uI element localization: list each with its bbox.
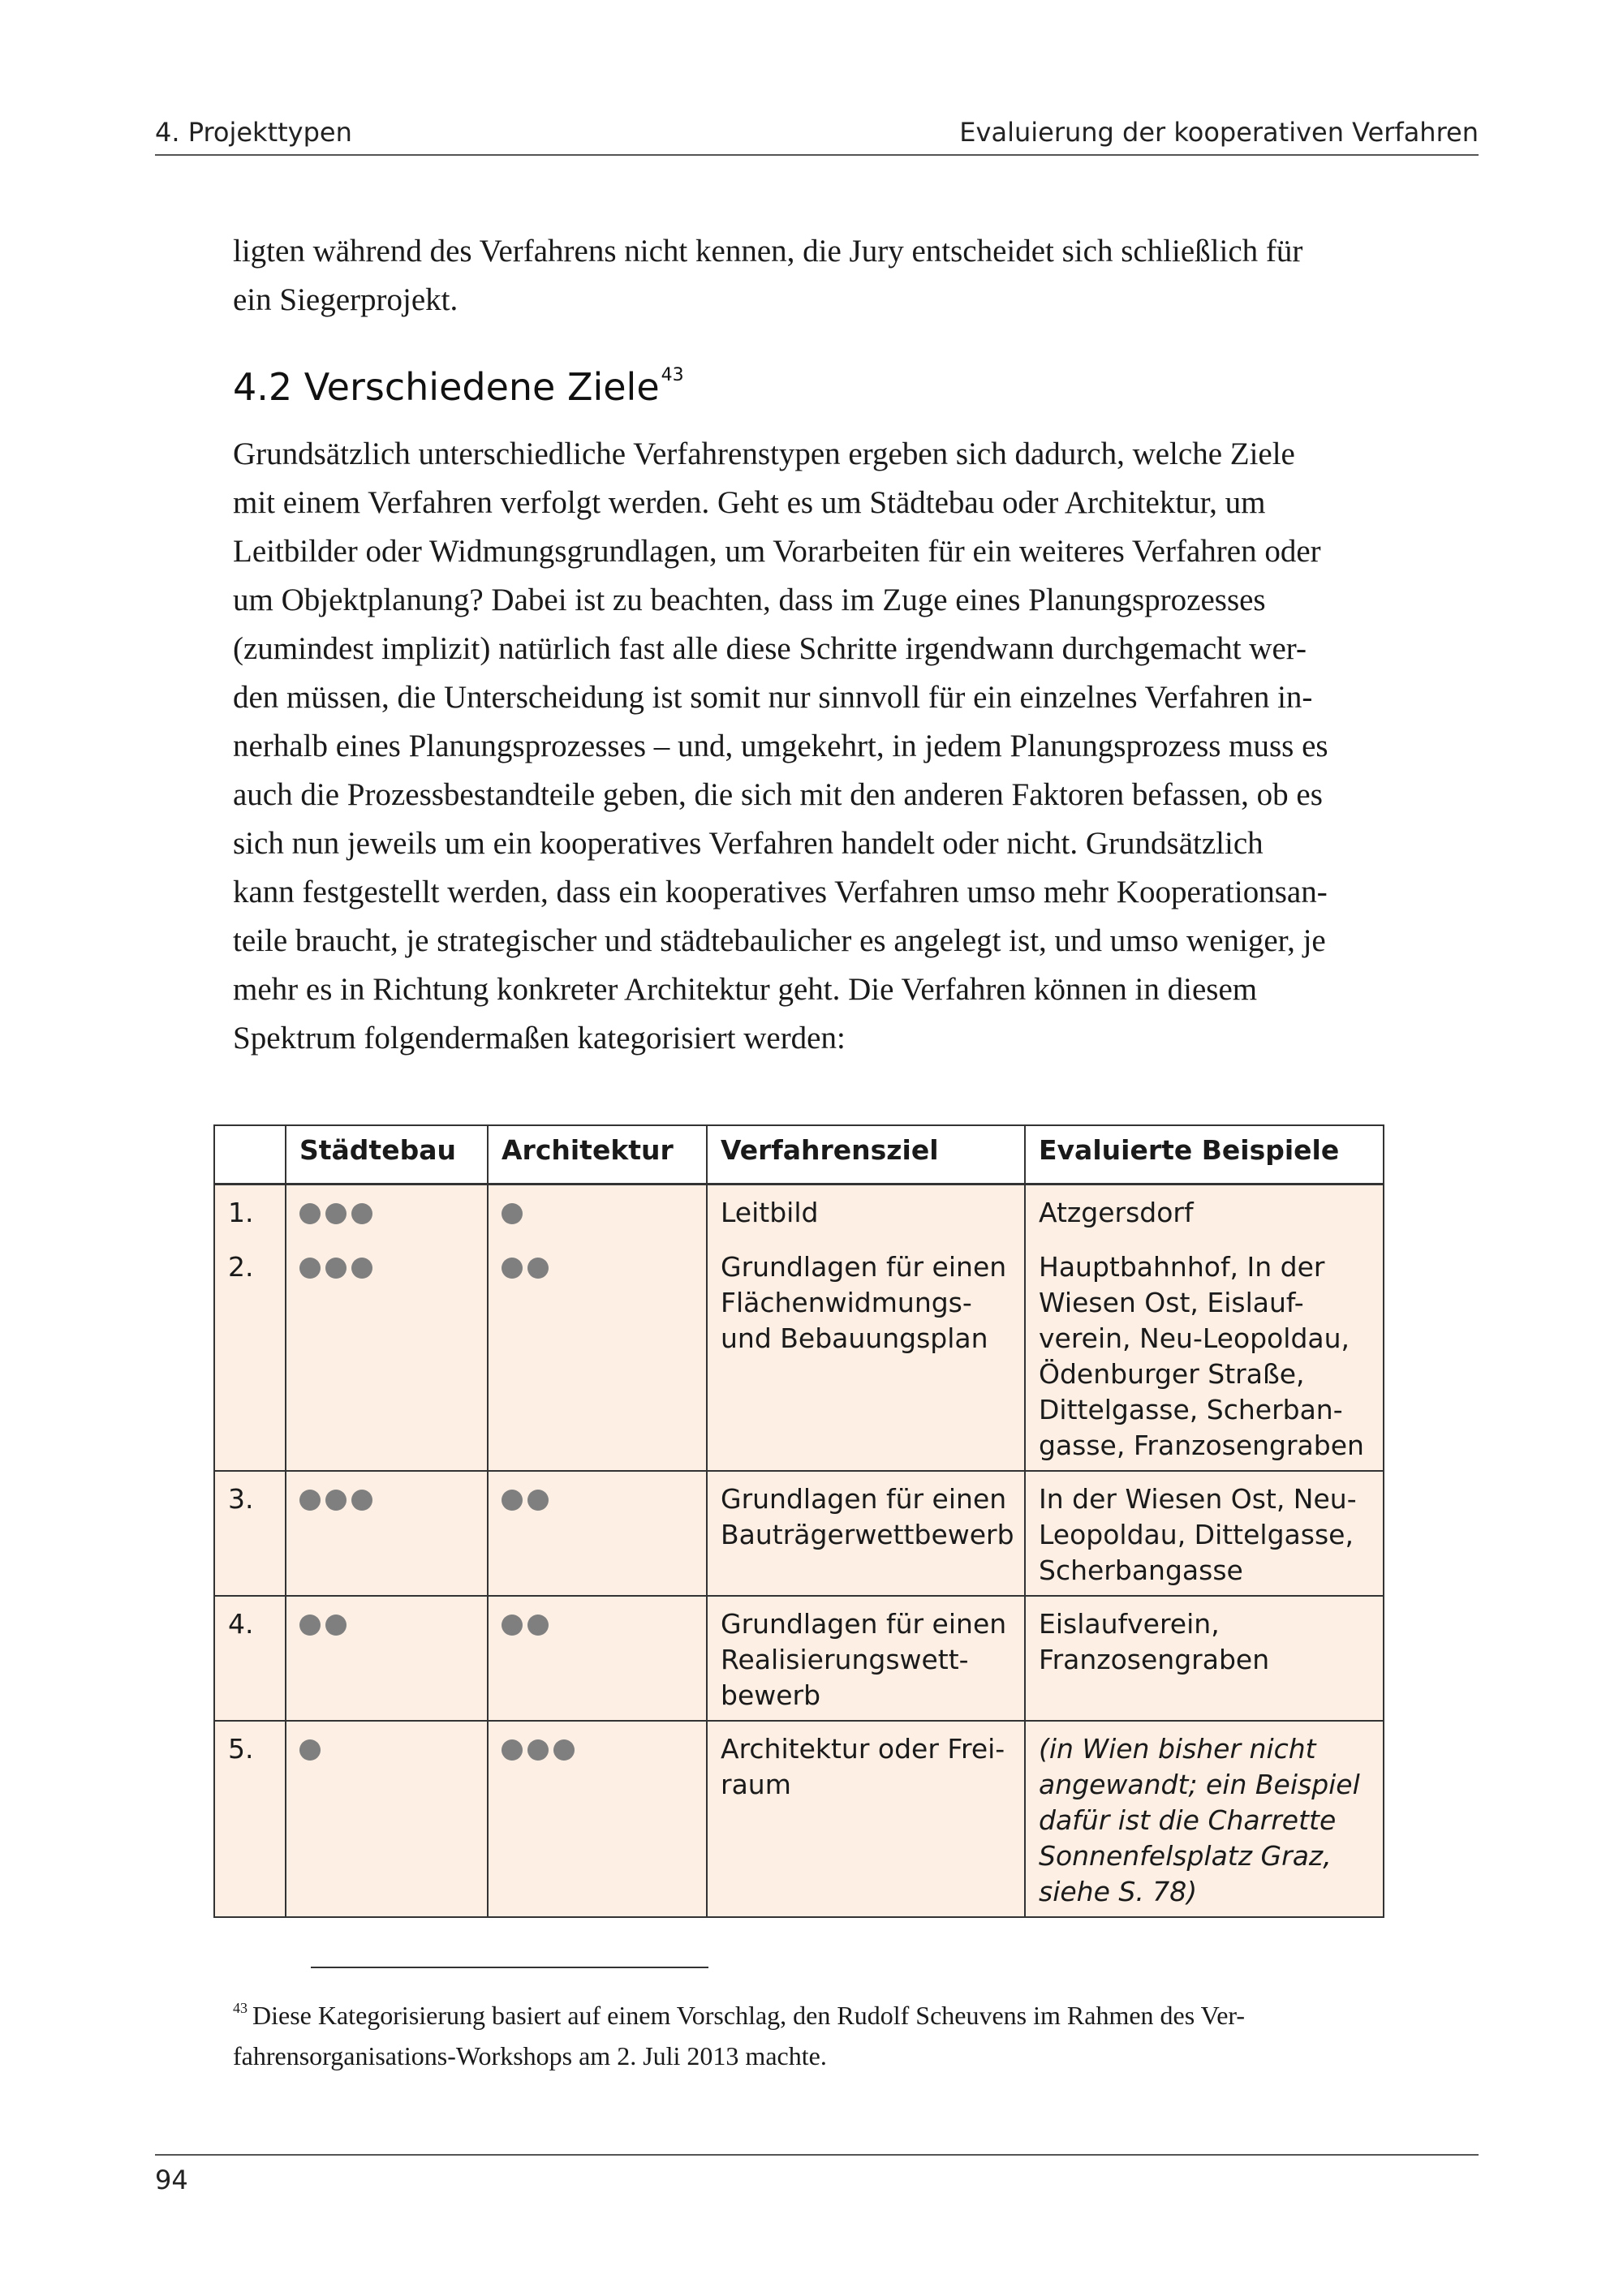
body-paragraph: [233, 430, 1401, 1063]
text-line: um Objektplanung? Dabei ist zu beachten, dass im Zuge eines Planungsprozesses: [233, 583, 1266, 617]
text-line: den müssen, die Unterscheidung ist somit nur sinnvoll für ein einzelnes Verfahren in-: [233, 680, 1313, 715]
rating-dot-icon: [502, 1739, 523, 1761]
rating-dot-icon: [553, 1739, 575, 1761]
table-row: [214, 1240, 1384, 1471]
row-number: 3.: [214, 1471, 286, 1596]
beispiele-cell: Hauptbahnhof, In der Wiesen Ost, Eislauf-verein, Neu-Leopoldau, Ödenburger Straße, Dittelgasse, Scherban-gasse, Franzosengraben: [1025, 1240, 1384, 1471]
section-heading-text: 4.2 Verschiedene Ziele: [233, 365, 660, 409]
rating-dot-icon: [351, 1490, 372, 1511]
verfahrensziel-cell: Grundlagen für einen Flächenwidmungs- und Bebauungsplan: [707, 1240, 1025, 1471]
architektur-rating: [488, 1471, 707, 1596]
text-line: nerhalb eines Planungsprozesses – und, umgekehrt, in jedem Planungsprozess muss es: [233, 729, 1328, 763]
rating-dots: [502, 1481, 549, 1511]
footnote: [233, 1988, 1401, 2076]
rating-dot-icon: [325, 1203, 347, 1224]
rating-dot-icon: [502, 1615, 523, 1636]
text-line: ein Siegerprojekt.: [233, 282, 458, 317]
row-number: 2.: [214, 1240, 286, 1471]
row-number: 1.: [214, 1185, 286, 1240]
rating-dot-icon: [527, 1258, 549, 1279]
footnote-text: Diese Kategorisierung basiert auf einem Vorschlag, den Rudolf Scheuvens im Rahmen des Ver-: [252, 2001, 1246, 2030]
rating-dot-icon: [325, 1258, 347, 1279]
page-number: 94: [155, 2165, 188, 2195]
rating-dot-icon: [351, 1258, 372, 1279]
rating-dot-icon: [299, 1203, 321, 1224]
footnote-reference[interactable]: 43: [661, 365, 684, 385]
table-header-row: [214, 1125, 1384, 1185]
architektur-rating: [488, 1721, 707, 1917]
table-row: [214, 1185, 1384, 1240]
rating-dot-icon: [299, 1615, 321, 1636]
header-title: Evaluierung der kooperativen Verfahren: [959, 117, 1479, 148]
rating-dots: [502, 1606, 549, 1636]
text-line: kann festgestellt werden, dass ein kooperatives Verfahren umso mehr Kooperationsan-: [233, 875, 1328, 909]
section-heading: [233, 365, 684, 409]
staedtebau-rating: [286, 1721, 488, 1917]
beispiele-cell: Eislaufverein, Franzosengraben: [1025, 1596, 1384, 1721]
footnote-line: fahrensorganisations-Workshops am 2. Juli 2013 machte.: [233, 2041, 827, 2070]
header-cell-architektur: Architektur: [488, 1125, 707, 1185]
text-line: auch die Prozessbestandteile geben, die sich mit den anderen Faktoren befassen, ob es: [233, 777, 1323, 812]
row-number: 4.: [214, 1596, 286, 1721]
rating-dot-icon: [351, 1203, 372, 1224]
verfahrensziel-cell: Grundlagen für einen Realisierungswett-bewerb: [707, 1596, 1025, 1721]
text-line: mehr es in Richtung konkreter Architektur geht. Die Verfahren können in diesem: [233, 972, 1258, 1007]
architektur-rating: [488, 1596, 707, 1721]
architektur-rating: [488, 1185, 707, 1240]
rating-dots: [299, 1249, 372, 1279]
rating-dot-icon: [325, 1615, 347, 1636]
staedtebau-rating: [286, 1240, 488, 1471]
header-cell-beispiele: Evaluierte Beispiele: [1025, 1125, 1384, 1185]
rating-dots: [502, 1731, 575, 1761]
footnote-line: [233, 1988, 1401, 2036]
text-line: Spektrum folgendermaßen kategorisiert werden:: [233, 1021, 846, 1056]
rating-dots: [299, 1481, 372, 1511]
rating-dot-icon: [527, 1739, 549, 1761]
header-cell-staedtebau: Städtebau: [286, 1125, 488, 1185]
rating-dot-icon: [527, 1615, 549, 1636]
rating-dot-icon: [325, 1490, 347, 1511]
table-body: [214, 1185, 1384, 1918]
intro-paragraph: [233, 227, 1401, 325]
categorization-table: [213, 1124, 1384, 1918]
rating-dots: [502, 1249, 549, 1279]
text-line: sich nun jeweils um ein kooperatives Verfahren handelt oder nicht. Grundsätzlich: [233, 826, 1264, 861]
architektur-rating: [488, 1240, 707, 1471]
footnote-divider: [311, 1967, 708, 1968]
verfahrensziel-cell: Architektur oder Frei-raum: [707, 1721, 1025, 1917]
verfahrensziel-cell: Leitbild: [707, 1185, 1025, 1240]
rating-dots: [502, 1195, 523, 1224]
text-line: Grundsätzlich unterschiedliche Verfahrenstypen ergeben sich dadurch, welche Ziele: [233, 436, 1295, 471]
rating-dot-icon: [299, 1258, 321, 1279]
staedtebau-rating: [286, 1596, 488, 1721]
staedtebau-rating: [286, 1471, 488, 1596]
rating-dots: [299, 1731, 321, 1761]
rating-dot-icon: [502, 1203, 523, 1224]
header-chapter: 4. Projekttypen: [155, 117, 352, 148]
rating-dot-icon: [299, 1490, 321, 1511]
table-row: [214, 1471, 1384, 1596]
row-number: 5.: [214, 1721, 286, 1917]
rating-dots: [299, 1195, 372, 1224]
header-cell-verfahrensziel: Verfahrensziel: [707, 1125, 1025, 1185]
rating-dot-icon: [527, 1490, 549, 1511]
rating-dot-icon: [502, 1490, 523, 1511]
text-line: Leitbilder oder Widmungsgrundlagen, um Vorarbeiten für ein weiteres Verfahren oder: [233, 534, 1321, 569]
staedtebau-rating: [286, 1185, 488, 1240]
text-line: teile braucht, je strategischer und städtebaulicher es angelegt ist, und umso weniger, je: [233, 923, 1326, 958]
rating-dot-icon: [299, 1739, 321, 1761]
beispiele-cell: Atzgersdorf: [1025, 1185, 1384, 1240]
footnote-number: 43: [233, 2000, 248, 2016]
rating-dot-icon: [502, 1258, 523, 1279]
header-cell-num: [214, 1125, 286, 1185]
footer-rule: [155, 2154, 1479, 2156]
running-header: [155, 112, 1479, 156]
table-row: [214, 1721, 1384, 1917]
table-row: [214, 1596, 1384, 1721]
text-line: ligten während des Verfahrens nicht kennen, die Jury entscheidet sich schließlich für: [233, 234, 1303, 269]
text-line: mit einem Verfahren verfolgt werden. Geht es um Städtebau oder Architektur, um: [233, 485, 1266, 520]
verfahrensziel-cell: Grundlagen für einen Bauträgerwettbewerb: [707, 1471, 1025, 1596]
beispiele-cell: (in Wien bisher nicht angewandt; ein Beispiel dafür ist die Charrette Sonnenfelsplatz Graz, siehe S. 78): [1025, 1721, 1384, 1917]
beispiele-cell: In der Wiesen Ost, Neu-Leopoldau, Dittelgasse, Scherbangasse: [1025, 1471, 1384, 1596]
rating-dots: [299, 1606, 347, 1636]
text-line: (zumindest implizit) natürlich fast alle diese Schritte irgendwann durchgemacht wer-: [233, 631, 1307, 666]
